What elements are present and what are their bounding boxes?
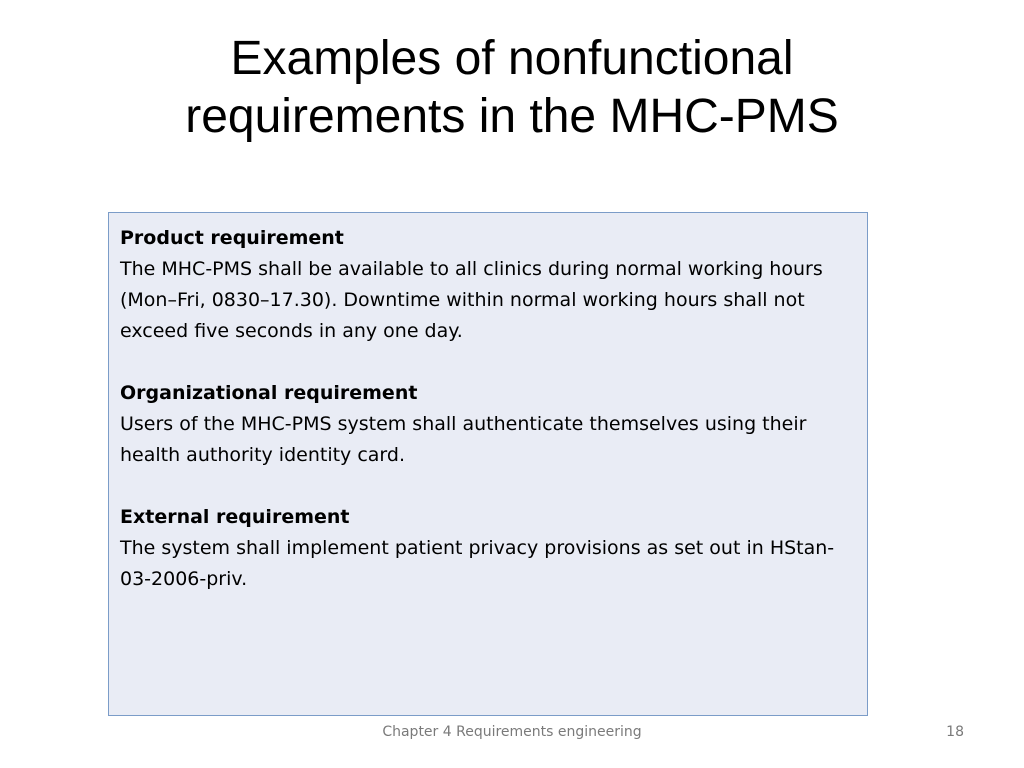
product-requirement-heading: Product requirement — [120, 227, 344, 249]
organizational-requirement — [120, 378, 857, 471]
external-requirement-heading: External requirement — [120, 506, 350, 528]
organizational-requirement-text: Users of the MHC-PMS system shall authenticate themselves using their health authority identity card. — [120, 413, 807, 466]
page-number: 18 — [946, 724, 964, 740]
product-requirement-text: The MHC-PMS shall be available to all clinics during normal working hours (Mon–Fri, 0830–17.30). Downtime within normal working hours shall not exceed five seconds in any one day. — [120, 258, 823, 342]
organizational-requirement-heading: Organizational requirement — [120, 382, 418, 404]
slide-title-line-2: requirements in the MHC-PMS — [185, 90, 839, 143]
external-requirement-text: The system shall implement patient privacy provisions as set out in HStan-03-2006-priv. — [120, 537, 835, 590]
slide-title-line-1: Examples of nonfunctional — [230, 32, 794, 85]
requirements-box — [108, 212, 868, 716]
slide-title — [60, 30, 964, 146]
external-requirement — [120, 502, 857, 595]
footer-chapter: Chapter 4 Requirements engineering — [382, 724, 642, 740]
product-requirement — [120, 223, 857, 347]
